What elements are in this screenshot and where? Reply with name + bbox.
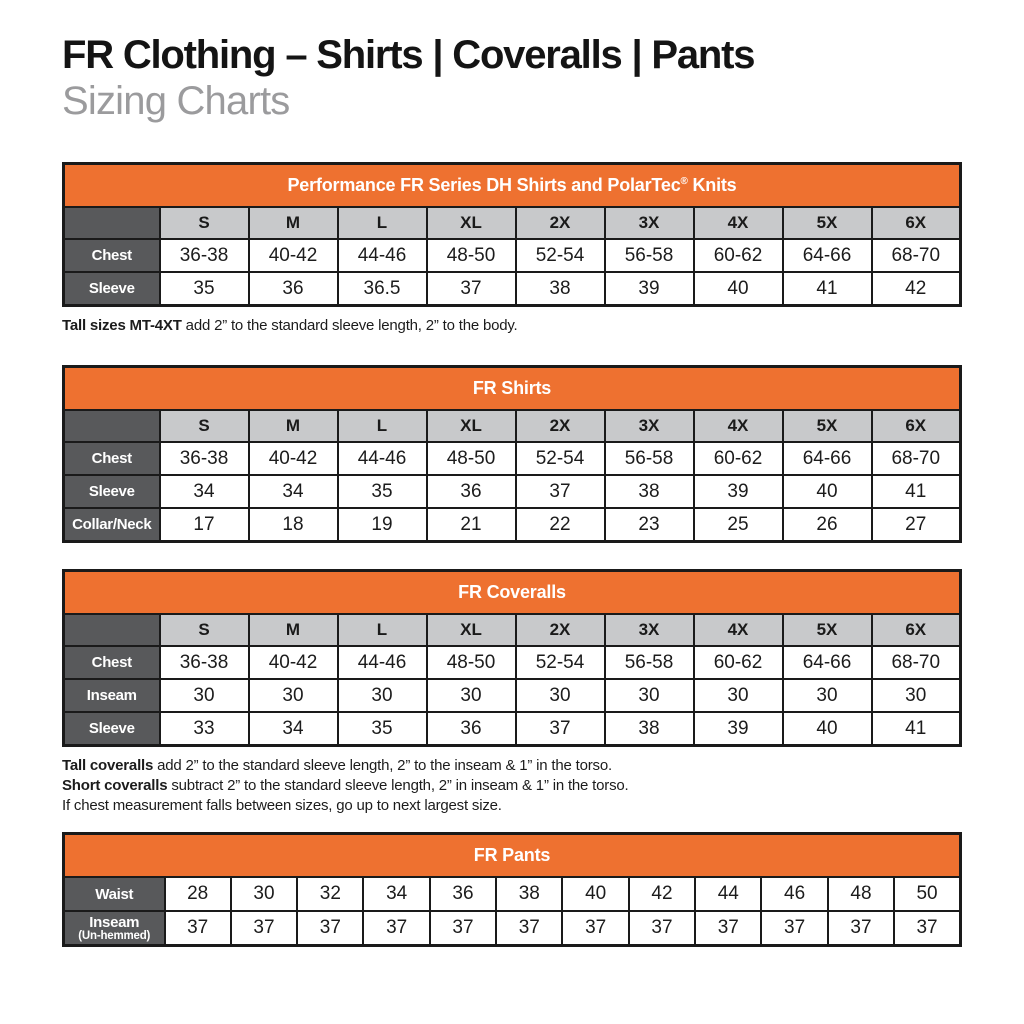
value-cell: 30 — [783, 679, 872, 712]
note-bold-lead: Tall sizes MT-4XT — [62, 317, 182, 335]
value-cell: 40 — [783, 712, 872, 746]
size-header-cell: S — [160, 614, 249, 646]
value-cell: 48 — [828, 877, 894, 911]
value-cell: 26 — [783, 508, 872, 542]
value-cell: 30 — [231, 877, 297, 911]
value-cell: 41 — [872, 712, 961, 746]
fr-coveralls-title-bar: FR Coveralls — [64, 571, 961, 615]
row-label-cell: Chest — [64, 442, 160, 475]
row-label-cell: Waist — [64, 877, 165, 911]
row-label-cell: Inseam — [64, 679, 160, 712]
value-cell: 40-42 — [249, 239, 338, 272]
table-row — [64, 442, 961, 475]
value-cell: 64-66 — [783, 442, 872, 475]
size-header-cell: 2X — [516, 410, 605, 442]
value-cell: 37 — [496, 911, 562, 946]
size-header-cell: 5X — [783, 207, 872, 239]
notes-fr-coveralls — [62, 756, 962, 816]
performance-fr-series-grid — [62, 162, 962, 307]
value-cell: 34 — [249, 712, 338, 746]
value-cell: 30 — [427, 679, 516, 712]
row-sublabel: (Un-hemmed) — [78, 930, 151, 943]
size-header-cell: 3X — [605, 410, 694, 442]
row-label-cell: Sleeve — [64, 712, 160, 746]
table-fr-shirts — [62, 365, 962, 543]
table-note — [62, 316, 962, 336]
row-label-cell: Inseam (Un-hemmed) — [64, 911, 165, 946]
value-cell: 60-62 — [694, 239, 783, 272]
value-cell: 22 — [516, 508, 605, 542]
value-cell: 36 — [427, 712, 516, 746]
value-cell: 37 — [363, 911, 429, 946]
value-cell: 38 — [516, 272, 605, 306]
value-cell: 33 — [160, 712, 249, 746]
value-cell: 48-50 — [427, 442, 516, 475]
value-cell: 30 — [338, 679, 427, 712]
value-cell: 28 — [165, 877, 231, 911]
table-performance-fr-series — [62, 162, 962, 307]
value-cell: 21 — [427, 508, 516, 542]
value-cell: 41 — [783, 272, 872, 306]
notes-performance-fr-series — [62, 316, 962, 336]
value-cell: 38 — [605, 712, 694, 746]
value-cell: 37 — [427, 272, 516, 306]
size-header-cell: M — [249, 410, 338, 442]
value-cell: 44-46 — [338, 239, 427, 272]
value-cell: 34 — [363, 877, 429, 911]
value-cell: 42 — [872, 272, 961, 306]
table-fr-coveralls — [62, 569, 962, 747]
size-header-cell: S — [160, 410, 249, 442]
row-label-cell: Collar/Neck — [64, 508, 160, 542]
value-cell: 44 — [695, 877, 761, 911]
size-header-cell: 6X — [872, 614, 961, 646]
size-header-cell: 5X — [783, 410, 872, 442]
size-header-cell: XL — [427, 207, 516, 239]
fr-pants-title-bar: FR Pants — [64, 834, 961, 878]
size-header-cell: 6X — [872, 207, 961, 239]
size-header-row — [64, 410, 961, 442]
value-cell: 40 — [783, 475, 872, 508]
row-label-cell: Chest — [64, 646, 160, 679]
value-cell: 36-38 — [160, 646, 249, 679]
table-row — [64, 911, 961, 946]
size-header-cell: 4X — [694, 410, 783, 442]
table-note — [62, 756, 962, 776]
note-text: add 2” to the standard sleeve length, 2” to the inseam & 1” in the torso. — [153, 757, 612, 775]
row-label-cell: Chest — [64, 239, 160, 272]
value-cell: 41 — [872, 475, 961, 508]
value-cell: 36 — [427, 475, 516, 508]
value-cell: 60-62 — [694, 442, 783, 475]
table-row — [64, 646, 961, 679]
value-cell: 37 — [562, 911, 628, 946]
value-cell: 38 — [496, 877, 562, 911]
value-cell: 46 — [761, 877, 827, 911]
fr-shirts-grid — [62, 365, 962, 543]
size-header-cell: 6X — [872, 410, 961, 442]
corner-cell — [64, 614, 160, 646]
value-cell: 34 — [160, 475, 249, 508]
value-cell: 34 — [249, 475, 338, 508]
value-cell: 39 — [694, 475, 783, 508]
value-cell: 40 — [562, 877, 628, 911]
value-cell: 37 — [828, 911, 894, 946]
table-row — [64, 679, 961, 712]
value-cell: 25 — [694, 508, 783, 542]
value-cell: 64-66 — [783, 239, 872, 272]
value-cell: 36.5 — [338, 272, 427, 306]
value-cell: 36-38 — [160, 239, 249, 272]
corner-cell — [64, 207, 160, 239]
size-header-row — [64, 207, 961, 239]
value-cell: 30 — [694, 679, 783, 712]
value-cell: 48-50 — [427, 646, 516, 679]
size-header-cell: XL — [427, 410, 516, 442]
row-label-cell: Sleeve — [64, 272, 160, 306]
value-cell: 40-42 — [249, 646, 338, 679]
value-cell: 37 — [516, 475, 605, 508]
value-cell: 18 — [249, 508, 338, 542]
value-cell: 37 — [165, 911, 231, 946]
value-cell: 35 — [338, 712, 427, 746]
value-cell: 40 — [694, 272, 783, 306]
value-cell: 37 — [231, 911, 297, 946]
value-cell: 42 — [629, 877, 695, 911]
corner-cell — [64, 410, 160, 442]
value-cell: 30 — [516, 679, 605, 712]
value-cell: 68-70 — [872, 442, 961, 475]
table-row — [64, 508, 961, 542]
size-header-cell: 3X — [605, 207, 694, 239]
value-cell: 36 — [430, 877, 496, 911]
size-header-cell: L — [338, 614, 427, 646]
value-cell: 52-54 — [516, 239, 605, 272]
value-cell: 56-58 — [605, 239, 694, 272]
page-title: FR Clothing – Shirts | Coveralls | Pants — [62, 33, 755, 77]
value-cell: 56-58 — [605, 442, 694, 475]
note-text: subtract 2” to the standard sleeve length, 2” in inseam & 1” in the torso. — [167, 777, 629, 795]
size-header-cell: M — [249, 614, 338, 646]
value-cell: 40-42 — [249, 442, 338, 475]
value-cell: 52-54 — [516, 646, 605, 679]
value-cell: 56-58 — [605, 646, 694, 679]
page-subtitle: Sizing Charts — [62, 79, 290, 124]
value-cell: 60-62 — [694, 646, 783, 679]
value-cell: 36 — [249, 272, 338, 306]
value-cell: 32 — [297, 877, 363, 911]
value-cell: 39 — [694, 712, 783, 746]
registered-trademark-symbol: ® — [680, 176, 688, 188]
table-note — [62, 796, 962, 816]
value-cell: 48-50 — [427, 239, 516, 272]
value-cell: 30 — [249, 679, 338, 712]
note-bold-lead: Short coveralls — [62, 777, 168, 795]
value-cell: 37 — [761, 911, 827, 946]
size-header-cell: L — [338, 410, 427, 442]
note-text: add 2” to the standard sleeve length, 2” to the body. — [181, 317, 518, 335]
table-row — [64, 712, 961, 746]
size-header-cell: L — [338, 207, 427, 239]
table-row — [64, 272, 961, 306]
value-cell: 17 — [160, 508, 249, 542]
row-label-cell: Sleeve — [64, 475, 160, 508]
value-cell: 44-46 — [338, 442, 427, 475]
value-cell: 30 — [872, 679, 961, 712]
table-row — [64, 475, 961, 508]
value-cell: 23 — [605, 508, 694, 542]
size-header-cell: 2X — [516, 614, 605, 646]
value-cell: 38 — [605, 475, 694, 508]
size-header-cell: S — [160, 207, 249, 239]
value-cell: 50 — [894, 877, 960, 911]
fr-coveralls-grid — [62, 569, 962, 747]
value-cell: 44-46 — [338, 646, 427, 679]
value-cell: 37 — [297, 911, 363, 946]
size-header-cell: 3X — [605, 614, 694, 646]
fr-pants-grid — [62, 832, 962, 947]
size-header-cell: 4X — [694, 207, 783, 239]
value-cell: 35 — [160, 272, 249, 306]
value-cell: 37 — [894, 911, 960, 946]
value-cell: 37 — [516, 712, 605, 746]
value-cell: 37 — [695, 911, 761, 946]
value-cell: 37 — [629, 911, 695, 946]
value-cell: 30 — [605, 679, 694, 712]
table-fr-pants — [62, 832, 962, 947]
value-cell: 68-70 — [872, 239, 961, 272]
table-row — [64, 239, 961, 272]
value-cell: 37 — [430, 911, 496, 946]
performance-fr-series-title-bar: Performance FR Series DH Shirts and PolarTec® Knits — [64, 164, 961, 208]
note-bold-lead: Tall coveralls — [62, 757, 154, 775]
table-note — [62, 776, 962, 796]
value-cell: 35 — [338, 475, 427, 508]
size-header-cell: M — [249, 207, 338, 239]
table-row — [64, 877, 961, 911]
value-cell: 52-54 — [516, 442, 605, 475]
value-cell: 64-66 — [783, 646, 872, 679]
value-cell: 39 — [605, 272, 694, 306]
size-header-cell: 5X — [783, 614, 872, 646]
value-cell: 19 — [338, 508, 427, 542]
value-cell: 30 — [160, 679, 249, 712]
size-header-cell: XL — [427, 614, 516, 646]
size-header-cell: 2X — [516, 207, 605, 239]
value-cell: 27 — [872, 508, 961, 542]
note-text: If chest measurement falls between sizes, go up to next largest size. — [62, 797, 502, 815]
fr-shirts-title-bar: FR Shirts — [64, 367, 961, 411]
value-cell: 68-70 — [872, 646, 961, 679]
size-header-cell: 4X — [694, 614, 783, 646]
value-cell: 36-38 — [160, 442, 249, 475]
size-header-row — [64, 614, 961, 646]
